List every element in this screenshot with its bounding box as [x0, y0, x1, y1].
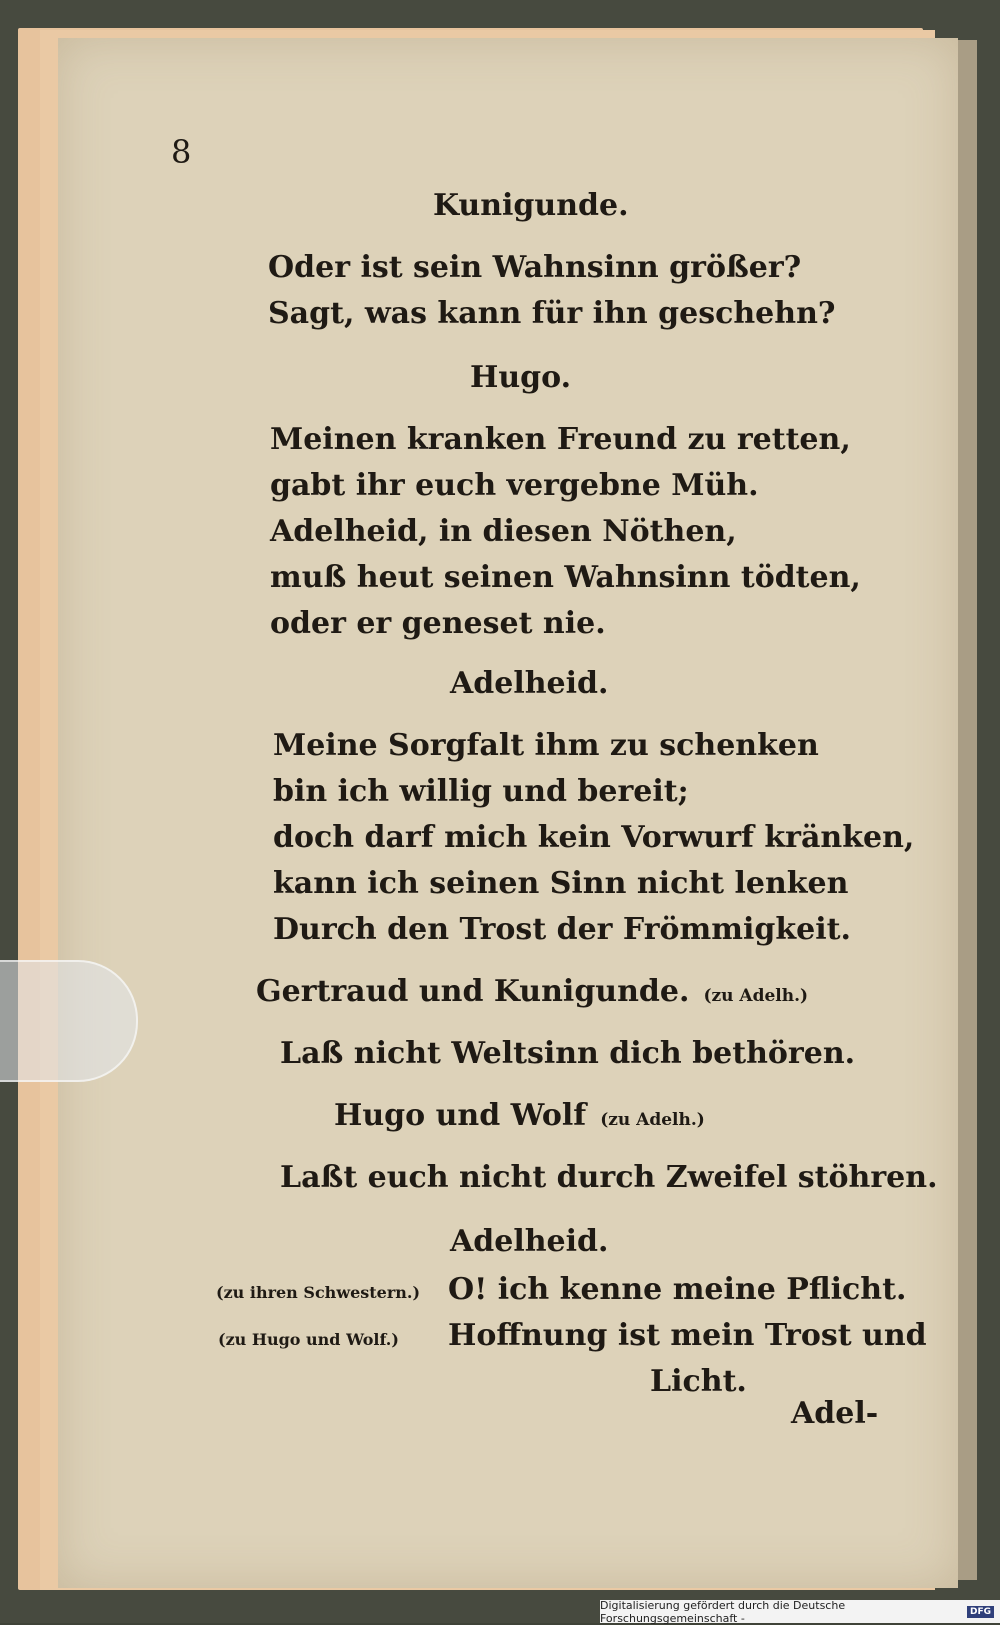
book-page — [58, 38, 958, 1588]
verse-line: Laßt euch nicht durch Zweifel stöhren. — [280, 1160, 938, 1195]
speaker-gertraud-kunigunde — [256, 974, 808, 1009]
stage-direction: (zu ihren Schwestern.) — [216, 1283, 421, 1302]
verse-line: gabt ihr euch vergebne Müh. — [270, 468, 759, 503]
speaker-hugo-wolf — [334, 1098, 705, 1133]
speaker-name: Hugo und Wolf — [334, 1098, 587, 1133]
page-number: 8 — [171, 133, 192, 171]
speaker-adelheid: Adelheid. — [450, 1224, 609, 1259]
verse-line: oder er geneset nie. — [270, 606, 606, 641]
footer-credit — [600, 1600, 1000, 1623]
stage-direction: (zu Adelh.) — [703, 986, 809, 1006]
verse-line: Oder ist sein Wahnsinn größer? — [268, 250, 802, 285]
verse-line: Meinen kranken Freund zu retten, — [270, 422, 851, 457]
catchword: Adel- — [791, 1396, 879, 1431]
speaker-adelheid: Adelheid. — [450, 666, 609, 701]
verse-line: O! ich kenne meine Pflicht. — [448, 1272, 907, 1307]
verse-line: Hoffnung ist mein Trost und — [448, 1318, 927, 1353]
verse-line: Laß nicht Weltsinn dich bethören. — [280, 1036, 856, 1071]
stage-direction: (zu Adelh.) — [600, 1110, 705, 1130]
speaker-hugo: Hugo. — [470, 360, 572, 395]
verse-line: doch darf mich kein Vorwurf kränken, — [273, 820, 915, 855]
speaker-name: Gertraud und Kunigunde. — [256, 974, 690, 1009]
speaker-kunigunde: Kunigunde. — [433, 188, 629, 223]
dfg-logo: DFG — [967, 1606, 994, 1618]
verse-line: Meine Sorgfalt ihm zu schenken — [273, 728, 819, 763]
stage-direction: (zu Hugo und Wolf.) — [218, 1330, 399, 1349]
verse-line: Sagt, was kann für ihn geschehn? — [268, 296, 836, 331]
page-clip — [0, 960, 138, 1082]
verse-line: Licht. — [650, 1364, 747, 1399]
page-edge — [955, 40, 977, 1580]
footer-text: Digitalisierung gefördert durch die Deutsche Forschungsgemeinschaft - — [600, 1598, 846, 1625]
verse-line: Adelheid, in diesen Nöthen, — [270, 514, 737, 549]
verse-line: kann ich seinen Sinn nicht lenken — [273, 866, 849, 901]
verse-line: muß heut seinen Wahnsinn tödten, — [270, 560, 861, 595]
verse-line: bin ich willig und bereit; — [273, 774, 689, 809]
verse-line: Durch den Trost der Frömmigkeit. — [273, 912, 851, 947]
